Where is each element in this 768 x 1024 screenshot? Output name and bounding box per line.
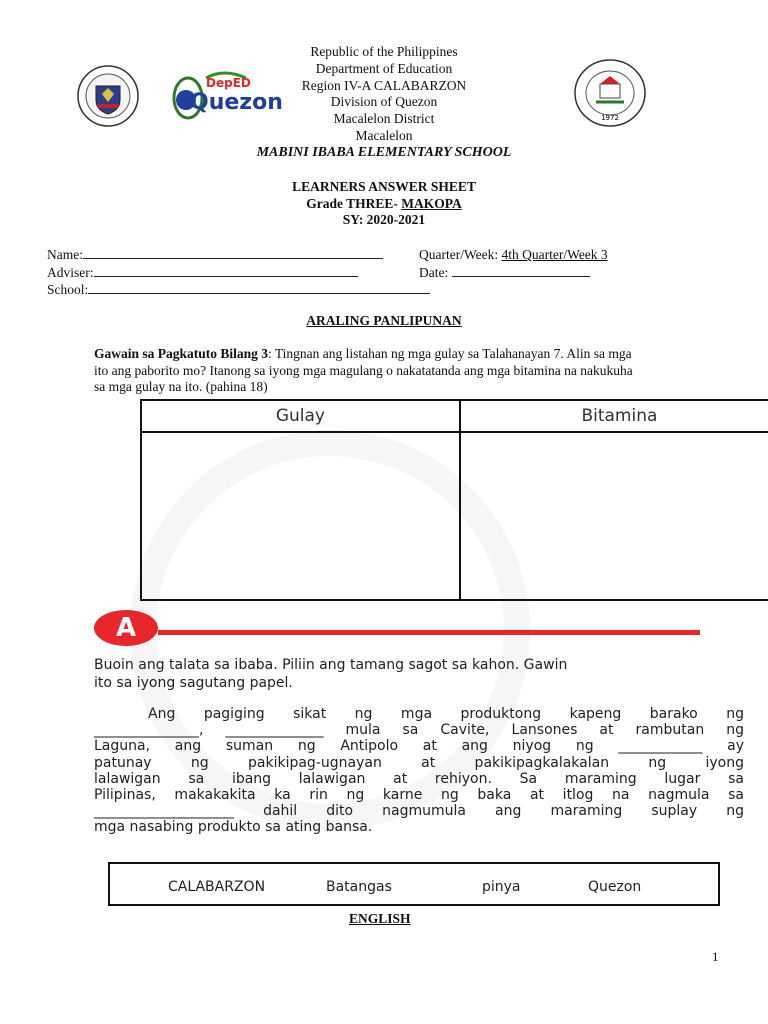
next-subject-title: ENGLISH: [349, 911, 411, 926]
section-a-rule: [158, 630, 700, 635]
paragraph-line: Laguna, ang suman ng Antipolo at ang niyog ng ____________ ay: [94, 738, 744, 755]
date-row: [419, 264, 608, 282]
header-block: [0, 44, 768, 162]
sheet-title: LEARNERS ANSWER SHEET: [292, 179, 476, 194]
sheet-heading: [0, 179, 768, 229]
quarter-value: 4th Quarter/Week 3: [501, 247, 608, 262]
table-row: [141, 432, 768, 600]
header-line: Republic of the Philippines: [310, 44, 458, 59]
header-gulay: Gulay: [275, 406, 325, 426]
paragraph-line: ____________________ dahil dito nagmumula ang maraming suplay ng: [94, 803, 744, 820]
choice-item: CALABARZON: [168, 879, 266, 895]
activity-line-1: [94, 346, 754, 363]
school-name: MABINI IBABA ELEMENTARY SCHOOL: [256, 144, 512, 160]
instruction-line: Buoin ang talata sa ibaba. Piliin ang tamang sagot sa kahon. Gawin: [94, 657, 568, 673]
date-label: Date:: [419, 264, 452, 280]
quarter-row: [419, 246, 608, 264]
adviser-label: Adviser:: [47, 264, 94, 280]
paragraph-line: mga nasabing produkto sa ating bansa.: [94, 819, 373, 836]
school-year: SY: 2020-2021: [342, 212, 426, 227]
paragraph-line: Ang pagiging sikat ng mga produktong kapeng barako ng: [148, 706, 744, 722]
deped-small-text: DepED: [206, 76, 251, 90]
bitamina-answer-cell[interactable]: [460, 432, 768, 600]
activity-line-3: sa mga gulay na ito. (pahina 18): [94, 379, 268, 394]
paragraph-line: Pilipinas, makakakita ka rin ng karne ng baka at itlog na nagmula sa: [94, 787, 744, 804]
choice-item: Quezon: [588, 879, 642, 895]
header-bitamina: Bitamina: [581, 406, 658, 426]
choice-item: pinya: [482, 879, 521, 895]
activity-label: Gawain sa Pagkatuto Bilang 3: [94, 346, 269, 361]
name-label: Name:: [47, 247, 83, 262]
paragraph-line: _______________, ______________ mula sa Cavite, Lansones at rambutan ng: [94, 722, 744, 739]
date-field[interactable]: [452, 264, 590, 277]
grade-prefix: Grade THREE-: [306, 195, 402, 211]
vegetable-vitamin-table: [140, 399, 768, 601]
activity-text: : Tingnan ang listahan ng mga gulay sa Talahanayan 7. Alin sa mga: [268, 346, 632, 361]
name-row: [47, 246, 430, 264]
header-line: Macalelon District: [333, 111, 435, 127]
activity-line-2: ito ang paborito mo? Itanong sa iyong mga magulang o nakatatanda ang mga bitamina na nakukuha: [94, 362, 633, 378]
gulay-answer-cell[interactable]: [141, 432, 460, 600]
header-line: Region IV-A CALABARZON: [301, 77, 467, 93]
table-header-row: [141, 400, 768, 432]
header-line: Macalelon: [355, 127, 413, 143]
header-line: Division of Quezon: [330, 94, 438, 110]
instruction-line: ito sa iyong sagutang papel.: [94, 675, 293, 691]
section-a-instructions: [94, 656, 744, 692]
table-header-cell: [141, 400, 460, 432]
learner-fields: [47, 246, 430, 299]
section-a-badge: [94, 610, 158, 646]
school-row: [47, 281, 430, 299]
school-label: School:: [47, 282, 89, 297]
table-header-cell: [460, 400, 768, 432]
activity-instructions: [94, 346, 754, 396]
subject-title: ARALING PANLIPUNAN: [306, 313, 462, 328]
seal-year: 1972: [601, 114, 619, 122]
header-line: Department of Education: [315, 60, 453, 76]
choice-item: Batangas: [326, 879, 392, 895]
adviser-field[interactable]: [94, 264, 358, 277]
grade-line: [0, 196, 768, 213]
name-field[interactable]: [83, 246, 383, 259]
word-choices-box: [108, 862, 720, 906]
quezon-logo-text: Quezon: [190, 90, 283, 115]
paragraph-line: patunay ng pakikipag-ugnayan at pakikipagkalakalan ng iyong: [94, 754, 744, 771]
section-name: MAKOPA: [401, 195, 462, 211]
school-field[interactable]: [88, 281, 430, 294]
paragraph-line: lalawigan sa ibang lalawigan at rehiyon. Sa maraming lugar sa: [94, 770, 744, 787]
fill-in-paragraph: [94, 706, 744, 836]
quarter-label: Quarter/Week:: [419, 247, 502, 262]
quarter-fields: [419, 246, 608, 281]
page-number: 1: [712, 949, 719, 964]
section-a-letter: A: [115, 613, 137, 643]
adviser-row: [47, 264, 430, 282]
